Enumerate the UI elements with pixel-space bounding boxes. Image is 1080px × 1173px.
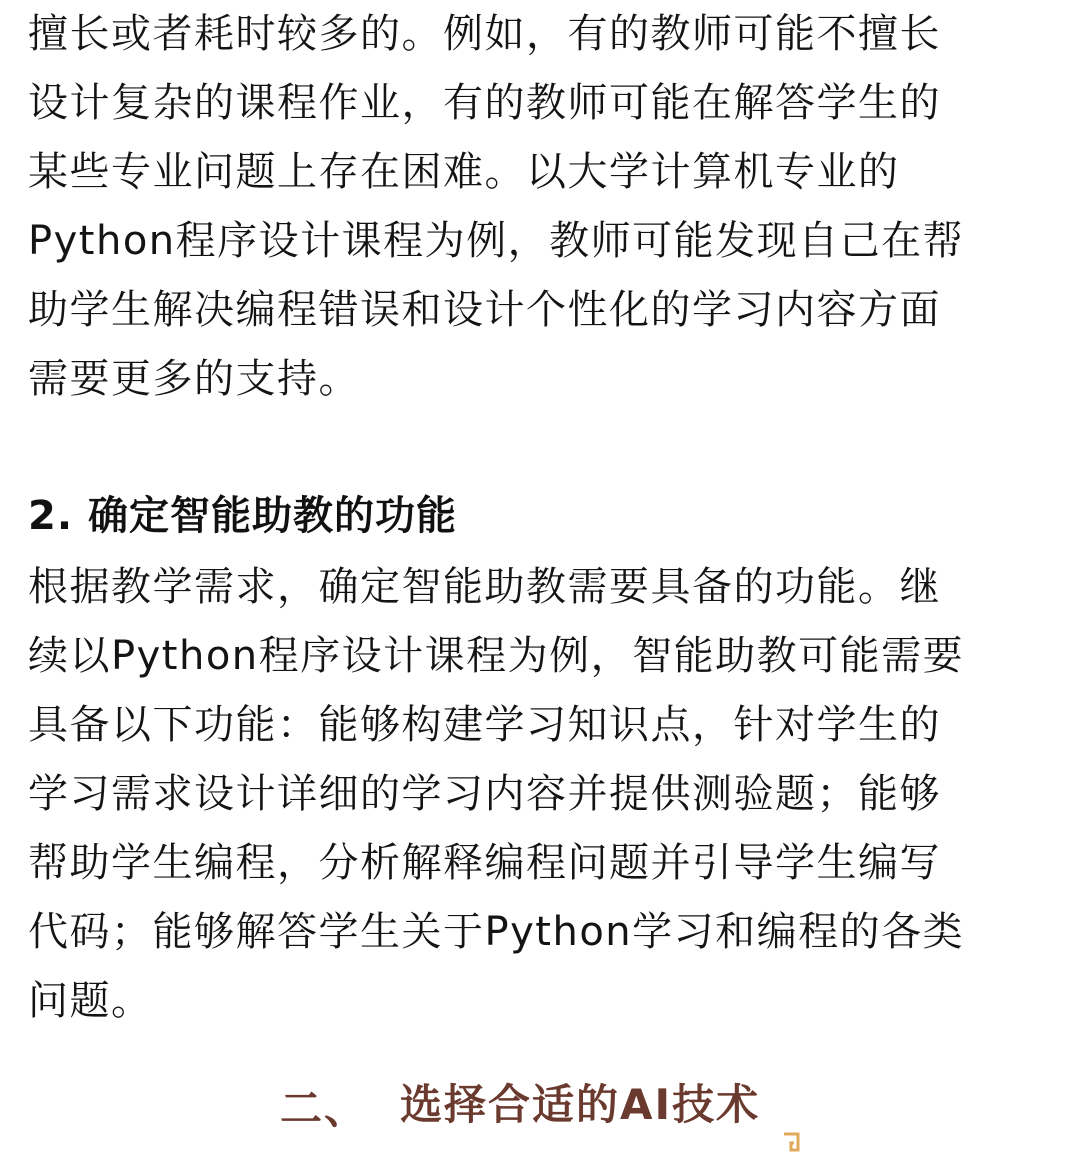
corner-bracket-icon — [781, 1131, 801, 1153]
paragraph-2: 根据教学需求，确定智能助教需要具备的功能。继 续以Python程序设计课程为例，智能助教可能需要 具备以下功能：能够构建学习知识点，针对学生的 学习需求设计详细的学习内容并提供测验题；能够 帮助学生编程，分析解释编程问题并引导学生编写 代码；能够解答学生关于Python学习和编程的各类 问题。 — [28, 564, 965, 1024]
section-number: 二、 — [280, 1084, 369, 1133]
paragraph-1: 擅长或者耗时较多的。例如，有的教师可能不擅长 设计复杂的课程作业，有的教师可能在解答学生的 某些专业问题上存在困难。以大学计算机专业的 Python程序设计课程为例，教师可能发现自己在帮 助学生解决编程错误和设计个性化的学习内容方面 需要更多的支持。 — [28, 11, 965, 402]
section-title — [0, 1073, 1080, 1143]
section-title-text: 选择合适的AI技术 — [400, 1080, 761, 1129]
subheading-determine-functions: 2. 确定智能助教的功能 — [28, 493, 457, 539]
